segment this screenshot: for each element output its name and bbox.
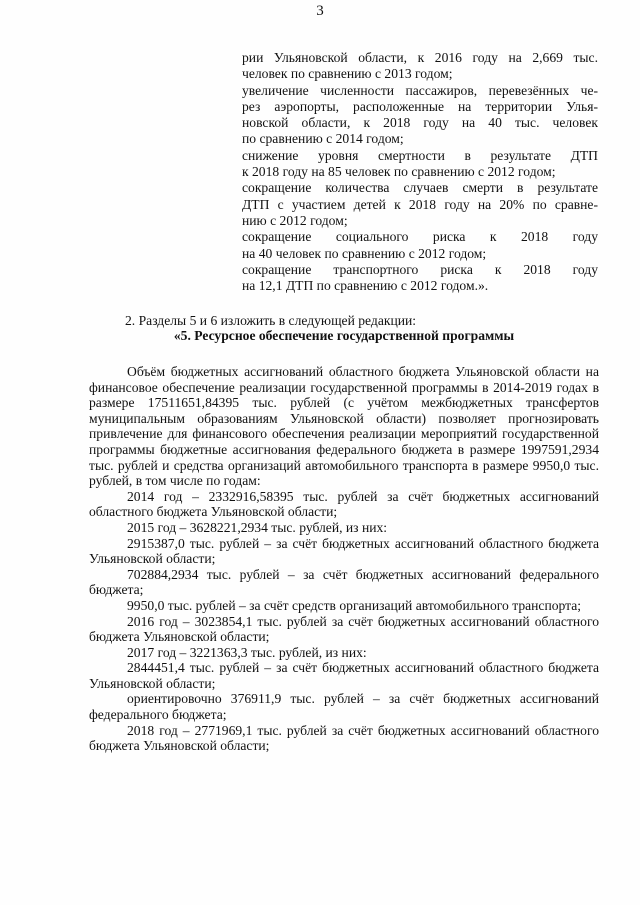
section-heading: «5. Ресурсное обеспечение государственной программы bbox=[173, 328, 515, 343]
cell-line: рии Ульяновской области, к 2016 году на 2,669 тыс. bbox=[242, 50, 598, 65]
cell-line: по сравнению с 2014 годом; bbox=[242, 131, 404, 147]
cell-line: к 2018 году на 85 человек по сравнению с 2012 годом; bbox=[242, 164, 556, 180]
cell-line: нию с 2012 годом; bbox=[242, 212, 348, 228]
cell-line: на 40 человек по сравнению с 2012 годом; bbox=[242, 245, 487, 261]
paragraph: 2014 год – 2332916,58395 тыс. рублей за счёт бюджетных ассигнований областного бюджета Ульяновской области; bbox=[89, 488, 599, 520]
cell-line: сокращение транспортного риска к 2018 году bbox=[242, 261, 598, 277]
cell-line: на 12,1 ДТП по сравнению с 2012 годом.». bbox=[242, 278, 489, 294]
paragraph: 2016 год – 3023854,1 тыс. рублей за счёт бюджетных ассигнований областного бюджета Ульяновской области; bbox=[89, 613, 599, 645]
cell-line: рез аэропорты, расположенные на территории Улья- bbox=[242, 98, 598, 114]
cell-line: человек по сравнению с 2013 годом; bbox=[242, 66, 453, 82]
body-text bbox=[89, 364, 599, 754]
paragraph: 2017 год – 3221363,3 тыс. рублей, из них: bbox=[127, 644, 367, 660]
paragraph: 2018 год – 2771969,1 тыс. рублей за счёт бюджетных ассигнований областного бюджета Ульяновской области; bbox=[89, 722, 599, 754]
paragraph: 9950,0 тыс. рублей – за счёт средств организаций автомобильного транспорта; bbox=[127, 597, 582, 613]
cell-line: увеличение численности пассажиров, перевезённых че- bbox=[242, 82, 598, 98]
paragraph: Объём бюджетных ассигнований областного бюджета Ульяновской области на финансовое обеспечение реализации государственной программы в 2014-2019 годах в размере 17511651,84395 тыс. рублей (с учётом межбюджетных трансфертов муниципальным образованиям Ульяновской области) позволяет прогнозировать привлечение для финансового обеспечения реализации мероприятий государственной программы бюджетные ассигнования федерального бюджета в размере 1997591,2934 тыс. рублей и средства организаций автомобильного транспорта в размере 9950,0 тыс. рублей, в том числе по годам: bbox=[89, 364, 599, 489]
cell-line: сокращение социального риска к 2018 году bbox=[242, 229, 598, 245]
paragraph: ориентировочно 376911,9 тыс. рублей – за счёт бюджетных ассигнований федерального бюджета; bbox=[89, 691, 599, 723]
paragraph: 2015 год – 3628221,2934 тыс. рублей, из них: bbox=[127, 519, 388, 535]
paragraph: 2915387,0 тыс. рублей – за счёт бюджетных ассигнований областного бюджета Ульяновской области; bbox=[89, 535, 599, 567]
paragraph: 702884,2934 тыс. рублей – за счёт бюджетных ассигнований федерального бюджета; bbox=[89, 566, 599, 598]
cell-line: снижение уровня смертности в результате ДТП bbox=[242, 147, 598, 163]
table-cell-text bbox=[242, 50, 598, 294]
paragraph: 2844451,4 тыс. рублей – за счёт бюджетных ассигнований областного бюджета Ульяновской области; bbox=[89, 660, 599, 691]
cell-line: ДТП с участием детей к 2018 году на 20% по сравне- bbox=[242, 196, 598, 212]
page-number: 3 bbox=[316, 3, 324, 19]
cell-line: сокращение количества случаев смерти в результате bbox=[242, 180, 598, 196]
cell-line: новской области, к 2018 году на 40 тыс. человек bbox=[242, 115, 598, 131]
amendment-item: 2. Разделы 5 и 6 изложить в следующей редакции: bbox=[125, 313, 417, 328]
